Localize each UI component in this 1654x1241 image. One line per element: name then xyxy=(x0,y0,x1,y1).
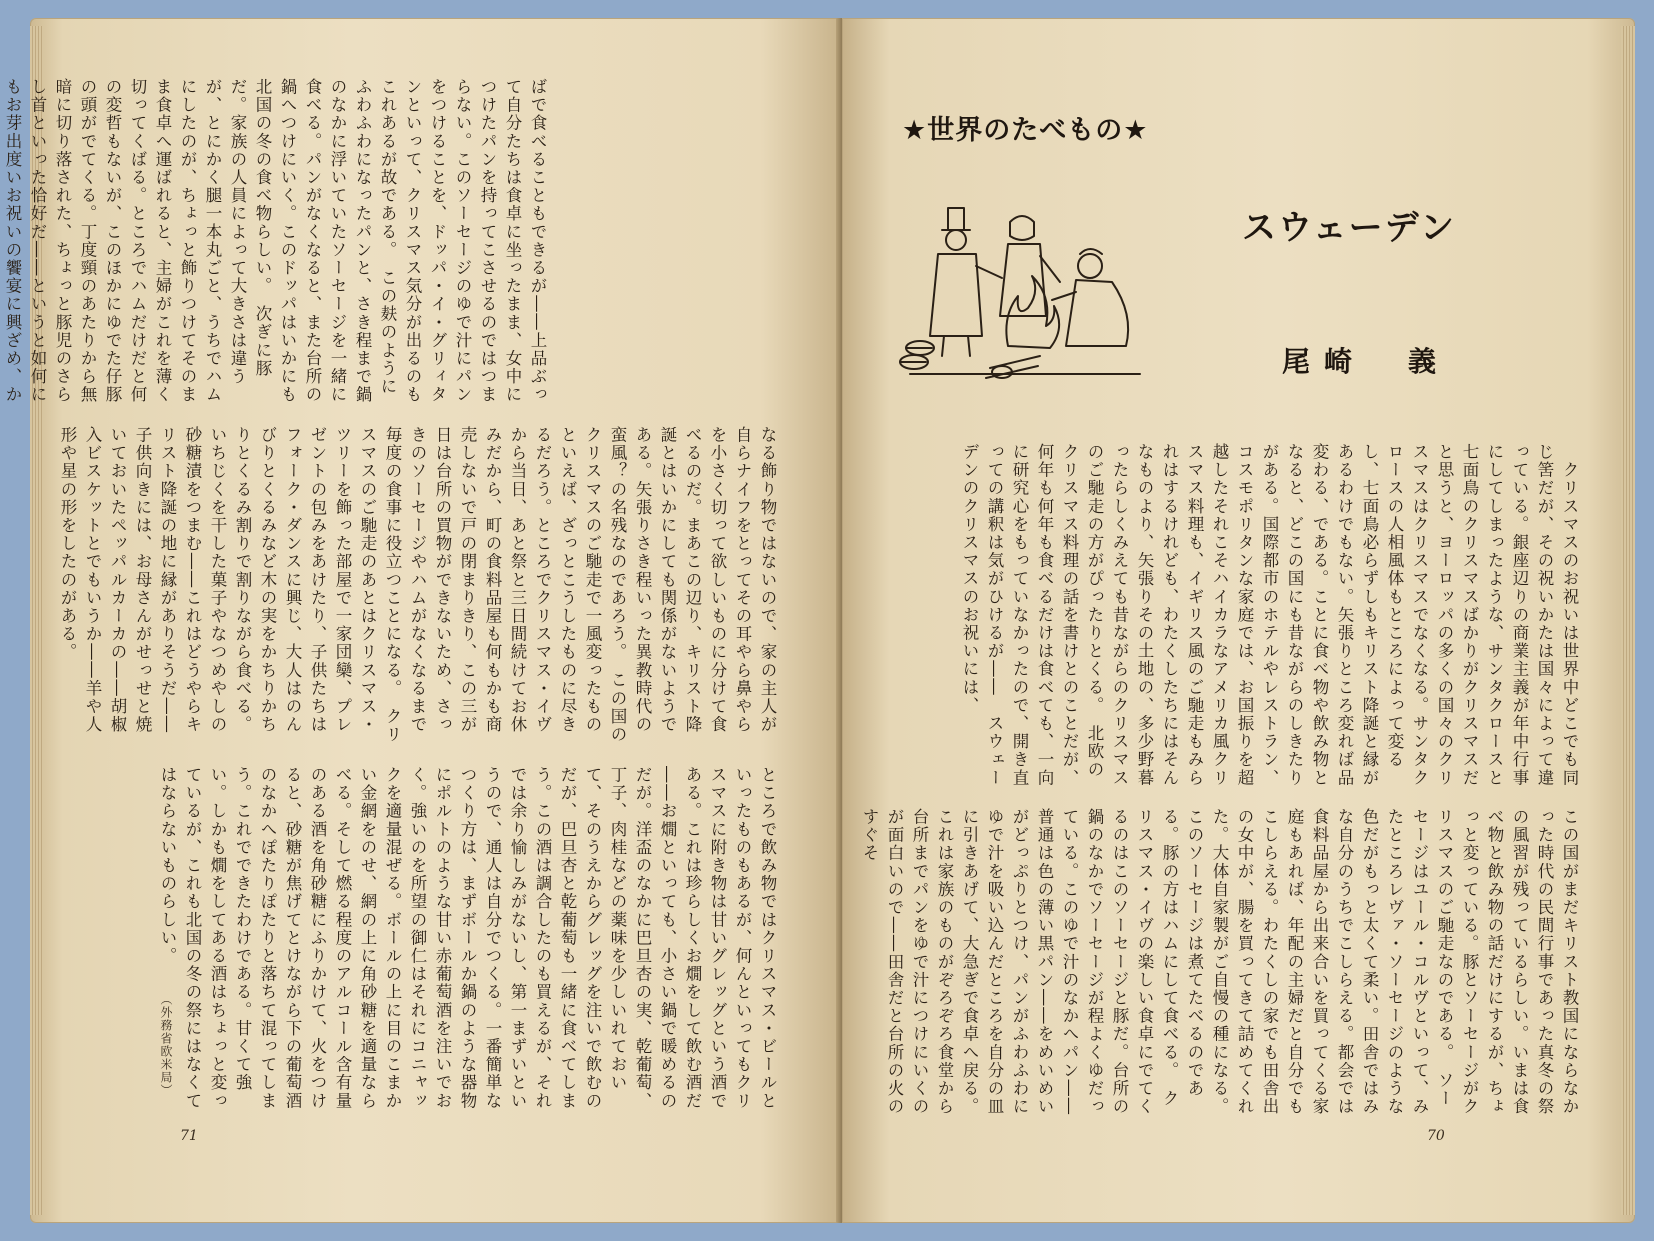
people-around-fire-illustration xyxy=(890,196,1150,386)
right-page-upper-text: クリスマスのお祝いは世界中どこでも同じ筈だが、その祝いかたは国々によって違っている。銀座辺りの商業主義が年中行事にしてしまったような、サンタクロースと七面鳥のクリスマスばかりがクリスマスだと思うと、ヨーロッパの多くの国々のクリスマスはクリスマスでなくなる。サンタクロースの人相風体もところによって変るし、七面鳥必らずしもキリスト降誕と縁があるわけでもない。矢張りところ変れば品変わる、である。ことに食べ物や飲み物となると、どこの国にも昔ながらのしきたりがある。国際都市のホテルやレストラン、コスモポリタンな家庭では、お国振りを超越したそれこそハイカラなアメリカ風クリスマス料理も、イギリス風のご馳走もみられはするけれども、わたくしたちにはそんなものより、矢張りその土地の、多少野暮ったらしくみえても昔ながらのクリスマスのご馳走の方がぴったりとくる。 北欧のクリスマス料理の話を書けとのことだが、何年も何年も食べるだけは食べても、一向に研究心をもっていなかったので、開き直っての講釈は気がひけるが―― スウェーデンのクリスマスのお祝いには、 xyxy=(960,443,1579,787)
left-page-top-text: ばで食べることもできるが――上品ぶって自分たちは食卓に坐ったまま、女中につけたパンを持ってこさせるのではつまらない。このソーセージのゆで汁にパンをつけることを、ドッパ・イ・グリィタンといって、クリスマス気分が出るのもこれあるが故である。 この麸のようにふわふわになったパンと、さき程まで鍋のなかに浮いていたソーセージを一緒に食べる。パンがなくなると、また台所の鍋へつけにいく。このドッパはいかにも北国の冬の食べ物らしい。 次ぎに豚だ。家族の人員によって大きさは違うが、とにかく腿一本丸ごと、うちでハムにしたのが、ちょっと飾りつけてそのまま食卓へ運ばれると、主婦がこれを薄く切ってくばる。ところでハムだけだと何の変哲もないが、このほかにゆでた仔豚の頭がでてくる。丁度頸のあたりから無暗に切り落された、ちょっと豚児のさらし首といった恰好だ――というと如何にもお芽出度いお祝いの饗宴に興ざめ、か xyxy=(3,78,547,404)
right-page xyxy=(842,18,1635,1223)
series-title: ★世界のたべもの★ xyxy=(902,115,1149,146)
author-credit: （外務省欧米局） xyxy=(159,993,173,1097)
article-title: スウェーデン xyxy=(1242,208,1456,248)
author-name: 尾崎 義 xyxy=(1282,345,1451,378)
left-page-middle-text: なる飾り物ではないので、家の主人が自らナイフをとってその耳やら鼻やらを小さく切って欲しいものに分けて食べるのだ。まあこの辺り、キリスト降誕とはいかにしても関係がないようである。矢張りさき程いった異教時代の蛮風？の名残なのであろう。 この国のクリスマスのご馳走で一風変ったものといえば、ざっとこうしたものに尽きるだろう。ところでクリスマス・イヴから当日、あと祭と三日間続けてお休みだから、町の食料品屋も何もかも商売しないで戸の閉まりきり、この三が日は台所の買物ができないため、さっきのソーセージやハムがなくなるまで毎度の食事に役立つことになる。 クリスマスのご馳走のあとはクリスマス・ツリーを飾った部屋で一家団欒、プレゼントの包みをあけたり、子供たちはフォーク・ダンスに興じ、大人はのんびりとくるみなど木の実をかちりかちりとくるみ割りで割りながら食べる。いちじくを干した菓子やなつめやしの砂糖漬をつまむ――これはどうやらキリスト降誕の地に縁がありそうだ――子供向きには、お母さんがせっせと焼いておいたペッパルカーカの――胡椒入ビスケットとでもいうか――羊や人形や星の形をしたのがある。 xyxy=(58,426,777,744)
left-page-bottom-text: ところで飲み物ではクリスマス・ビールといったものもあるが、何んといってもクリスマスに附き物は甘いグレッグという酒である。これは珍らしくお燗をして飲む酒だ――お燗といっても、小さい鍋で暖めるのだが。洋盃のなかに巴旦杏の実、乾葡萄、丁子、肉桂などの薬味を少しいれておいて、そのうえからグレッグを注いで飲むのだが、巴旦杏と乾葡萄も一緒に食べてしまう。この酒は調合したのも買えるが、それでは余り愉しみがないし、第一まずいというので、通人は自分でつくる。一番簡単なつくり方は、まずボールか鍋のような器物にポルトのような甘い赤葡萄酒を注いでおく。強いのを所望の御仁はそれにコニャックを適量混ぜる。ボールの上に目のこまかい金網をのせ、網の上に角砂糖を適量ならべる。そして燃る程度のアルコール含有量のある酒を角砂糖にふりかけて、火をつけると、砂糖が焦げてとけながら下の葡萄酒のなかへぽたりぽたりと落ちて混ってしまう。これでできたわけである。甘くて強い。しかも燗をしてある酒はちょっと変っているが、これも北国の冬の祭にはなくてはならないものらしい。 xyxy=(158,766,777,1110)
right-page-lower-text: この国がまだキリスト教国にならなかった時代の民間行事であった真冬の祭の風習が残っているらしい。いまは食べ物と飲み物の話だけにするが、ちょっと変っている。豚とソーセージがクリスマスのご馳走なのである。 ソーセージはユール・コルヴといって、みたところレヴァ・ソーセージのような色だがもっと太くて柔い。田舎ではみな自分のうちでこしらえる。都会では食料品屋から出来合いを買ってくる家庭もあれば、年配の主婦だと自分でもこしらえる。わたくしの家でも田舎出の女中が、腸を買ってきて詰めてくれた。大体自家製がご自慢の種になる。このソーセージは煮てたべるのである。豚の方はハムにして食べる。 クリスマス・イヴの楽しい食卓にでてくるのはこのソーセージと豚だ。台所の鍋のなかでソーセージが程よくゆだっている。このゆで汁のなかへパン――普通は色の薄い黒パン――をめいめいがどっぷりとつけ、パンがふわふわにゆで汁を吸い込んだところを自分の皿に引きあげて、大急ぎで食卓へ戻る。これは家族のものがぞろぞろ食堂から台所までパンをゆで汁につけにいくのが面白いので――田舎だと台所の火のすぐそ xyxy=(860,808,1579,1116)
right-page-edges xyxy=(1621,26,1635,1215)
left-page xyxy=(3,18,842,1223)
page-number-left: 71 xyxy=(180,1128,198,1144)
page-number-right: 70 xyxy=(1427,1128,1445,1144)
open-book xyxy=(3,18,1635,1223)
